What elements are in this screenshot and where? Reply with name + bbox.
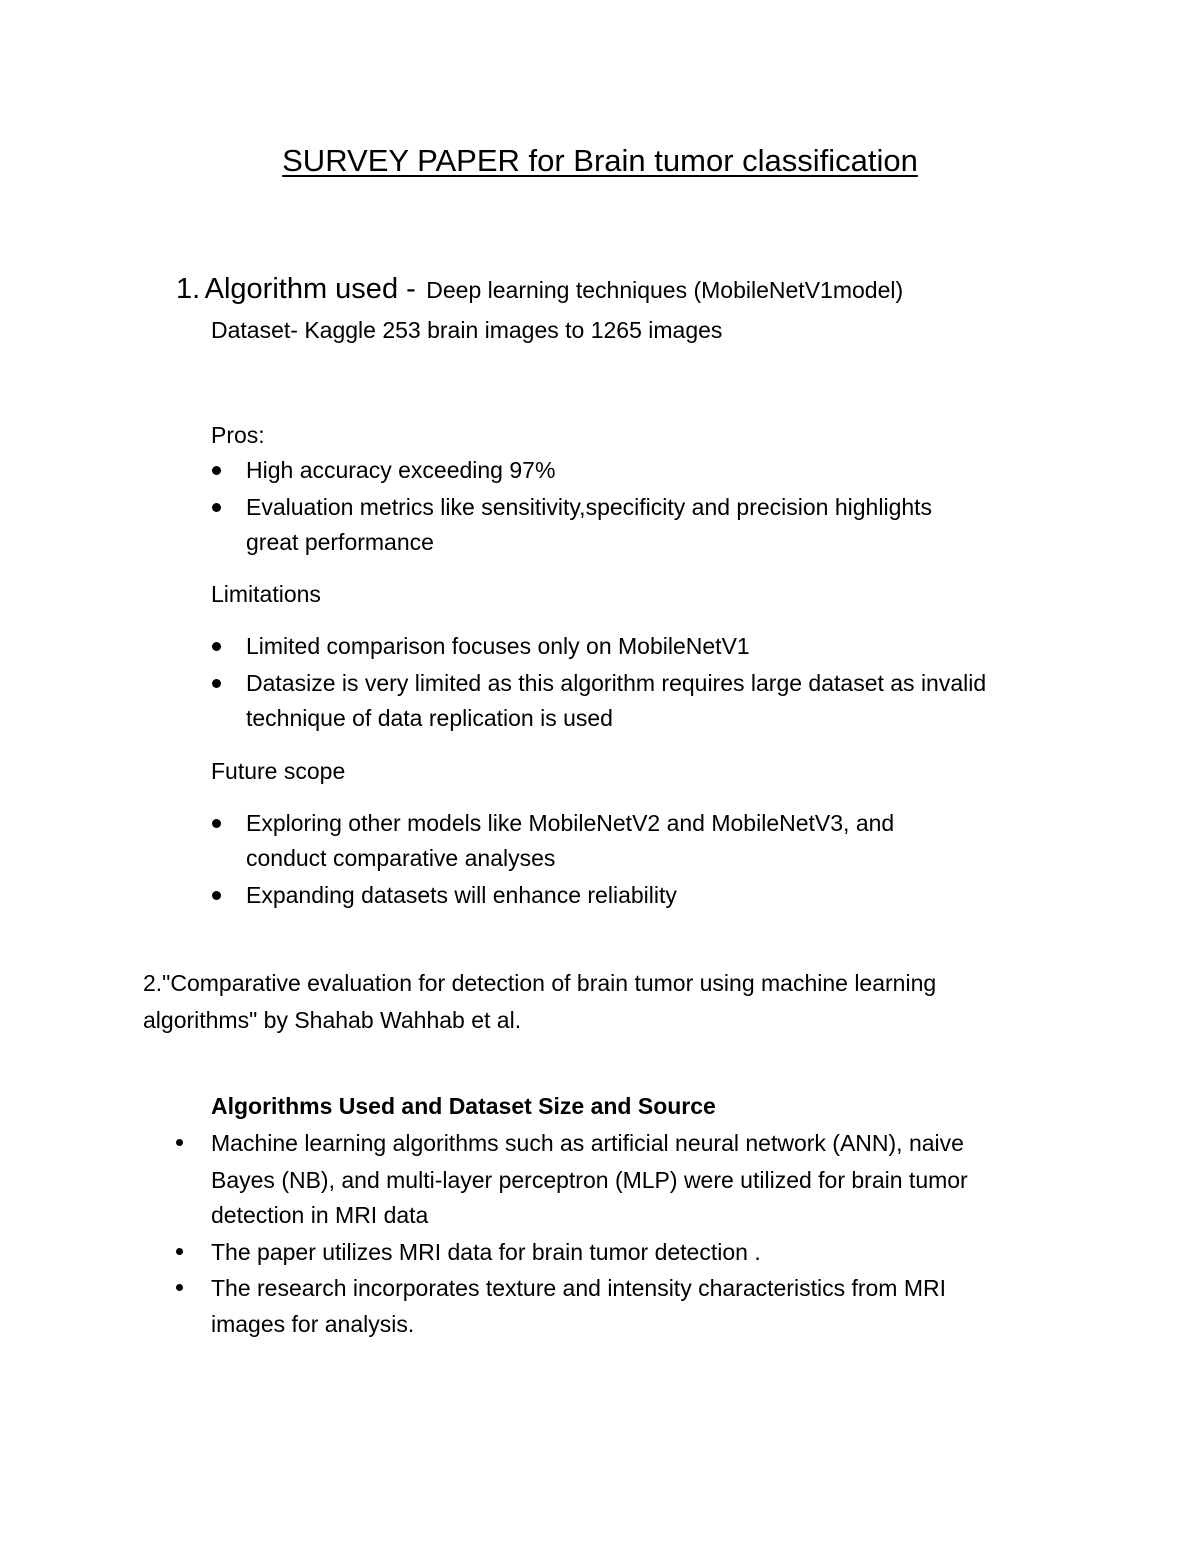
future-item-continued: conduct comparative analyses [246, 845, 556, 871]
section2-item: Machine learning algorithms such as artificial neural network (ANN), naive [211, 1130, 964, 1156]
bullet-dot [176, 1139, 183, 1146]
section2-title: 2."Comparative evaluation for detection of brain tumor using machine learning [143, 970, 937, 996]
limitations-item-continued: technique of data replication is used [246, 705, 613, 731]
bullet-dot [176, 1284, 183, 1291]
section2-item: The paper utilizes MRI data for brain tumor detection . [211, 1239, 761, 1265]
section2-title-continued: algorithms" by Shahab Wahhab et al. [143, 1007, 522, 1033]
bullet-dot [212, 819, 221, 828]
section2-item: The research incorporates texture and intensity characteristics from MRI [211, 1275, 947, 1301]
section2-subheading: Algorithms Used and Dataset Size and Source [211, 1093, 716, 1119]
bullet-dot [212, 466, 221, 475]
section1-dataset: Dataset- Kaggle 253 brain images to 1265 images [211, 317, 723, 343]
limitations-label: Limitations [211, 581, 321, 607]
section2-item-continued: images for analysis. [211, 1311, 415, 1337]
section1-number: 1. [176, 273, 201, 305]
future-item: Exploring other models like MobileNetV2 and MobileNetV3, and [246, 810, 895, 836]
page-title: SURVEY PAPER for Brain tumor classification [282, 143, 918, 178]
bullet-dot [212, 642, 221, 651]
bullet-dot [176, 1248, 183, 1255]
future-scope-label: Future scope [211, 758, 346, 784]
limitations-item: Limited comparison focuses only on MobileNetV1 [246, 633, 750, 659]
bullet-dot [212, 503, 221, 512]
limitations-item: Datasize is very limited as this algorithm requires large dataset as invalid [246, 670, 987, 696]
pros-item: High accuracy exceeding 97% [246, 457, 556, 483]
future-item: Expanding datasets will enhance reliability [246, 882, 677, 908]
bullet-dot [212, 891, 221, 900]
section1-heading [176, 272, 903, 308]
pros-item-continued: great performance [246, 529, 434, 555]
pros-label: Pros: [211, 422, 265, 448]
section2-item-continued: detection in MRI data [211, 1202, 429, 1228]
section1-heading-text: Algorithm used - [204, 273, 416, 305]
bullet-dot [212, 679, 221, 688]
pros-item: Evaluation metrics like sensitivity,specificity and precision highlights [246, 494, 933, 520]
section2-item-continued: Bayes (NB), and multi-layer perceptron (MLP) were utilized for brain tumor [211, 1167, 968, 1193]
section1-heading-detail: Deep learning techniques (MobileNetV1model) [426, 277, 904, 303]
